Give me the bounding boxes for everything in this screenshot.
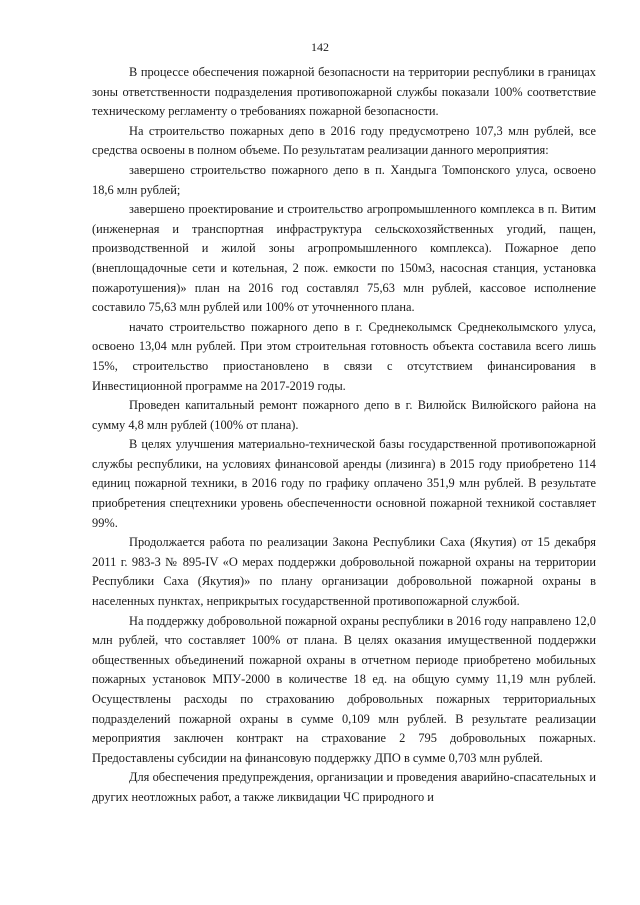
- paragraph-volunteer-support: На поддержку добровольной пожарной охраны республики в 2016 году направлено 12,0 млн рублей, что составляет 100% от плана. В целях оказания имущественной поддержки общественных объединений пожарной охраны в отчетном периоде приобретено мобильных пожарных установок МПУ-2000 в количестве 18 ед. на общую сумму 11,19 млн рублей. Осуществлены расходы по страхованию добровольных пожарных территориальных подразделений пожарной охраны в сумме 0,109 млн рублей. В результате реализации мероприятия заключен контракт на страхование 2 795 добровольных пожарных. Предоставлены субсидии на финансовую поддержку ДПО в сумме 0,703 млн рублей.: [92, 613, 596, 765]
- paragraph-equipment-leasing: В целях улучшения материально-технической базы государственной противопожарной службы республики, на условиях финансовой аренды (лизинга) в 2015 году приобретено 114 единиц пожарной техники, в 2016 году по графику оплачено 351,9 млн рублей. В результате приобретения спецтехники уровень обеспеченности основной пожарной техникой составляет 99%.: [92, 437, 596, 530]
- page-number: 142: [311, 40, 329, 54]
- paragraph-vilyuysk-repair: Проведен капитальный ремонт пожарного депо в г. Вилюйск Вилюйского района на сумму 4,8 млн рублей (100% от плана).: [92, 398, 596, 432]
- paragraph-vitim-complex: завершено проектирование и строительство агропромышленного комплекса в п. Витим (инженерная и транспортная инфраструктура сельскохозяйственных угодий, пащен, производственной и жилой зоны агропромышленного комплекса). Пожарное депо (внеплощадочные сети и котельная, 2 пож. емкости по 150м3, насосная станция, установка пожаротушения)» план на 2016 год составлял 75,63 млн рублей, кассовое исполнение составило 75,63 млн рублей или 100% от уточненного плана.: [92, 202, 596, 315]
- paragraph-fire-depot-funding: На строительство пожарных депо в 2016 году предусмотрено 107,3 млн рублей, все средства освоены в полном объеме. По результатам реализации данного мероприятия:: [92, 123, 596, 158]
- paragraph-emergency-works: Для обеспечения предупреждения, организации и проведения аварийно-спасательных и других неотложных работ, а также ликвидации ЧС природного и: [92, 770, 596, 804]
- paragraph-srednekolymsk-depot: начато строительство пожарного депо в г. Среднеколымск Среднеколымского улуса, освоено 13,04 млн рублей. При этом строительная готовность объекта составила всего лишь 15%, строительство приостановлено в связи с отсутствием финансирования в Инвестиционной программе на 2017-2019 годы.: [92, 319, 596, 393]
- document-body: [92, 63, 596, 808]
- paragraph-fire-safety-compliance: В процессе обеспечения пожарной безопасности на территории республики в границах зоны ответственности подразделения противопожарной службы показали 100% соответствие техническому регламенту о требованиях пожарной безопасности.: [92, 65, 596, 119]
- paragraph-volunteer-law: Продолжается работа по реализации Закона Республики Саха (Якутия) от 15 декабря 2011 г. 983-З № 895-IV «О мерах поддержки добровольной пожарной охраны на территории Республики Саха (Якутия)» по плану организации добровольной пожарной охраны в населенных пунктах, неприкрытых государственной противопожарной службой.: [92, 535, 596, 609]
- paragraph-khandyga-depot: завершено строительство пожарного депо в п. Хандыга Томпонского улуса, освоено 18,6 млн рублей;: [92, 162, 596, 197]
